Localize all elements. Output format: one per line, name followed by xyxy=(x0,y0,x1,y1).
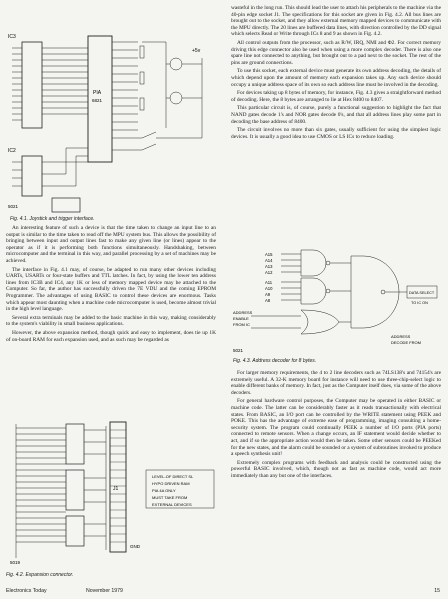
in-label: A13 xyxy=(265,264,273,269)
in-label: A9 xyxy=(265,292,271,297)
page-number: 15 xyxy=(434,588,440,594)
fig3-caption: Fig. 4.3. Address decoder for 8 bytes. xyxy=(233,358,317,364)
in-label: A8 xyxy=(265,298,271,303)
col2-para: The circuit involves no more than six gates, usually sufficient for using the simplest logic devices. It is usually a good idea to use CMOS or LS ICs to reduce loading. xyxy=(231,127,441,140)
fig2-caption: Fig. 4.2. Expansion connector. xyxy=(6,572,74,578)
col2-para: All control outputs from the processor, such as R/W, IRQ, NMI and Φ2. For correct memory driving this edge connector also be used when using a more complex decoder. There is also one spare line not connected to anything, but brought out to a pad next to the socket. The rest of the pins are ground connections. xyxy=(231,39,441,66)
col2-para: To use this socket, each external device must generate its own address decoding, the details of which depend upon the amount of memory each expansion takes up. Any such device should occupy a unique address space of its own so each address line must be involved in the decoding. xyxy=(231,68,441,88)
gnd-label: GND xyxy=(130,544,140,549)
legend-line: MUST TAKE FROM xyxy=(152,495,188,500)
bottom-label: ADDRESS xyxy=(391,334,411,339)
pia-part-label: 6821 xyxy=(92,98,103,103)
bottom-label: DECODE FROM xyxy=(391,340,421,345)
col2-para: For devices taking up 8 bytes of memory, for instance, Fig. 4.3 gives a straightforward method of decoding. Here, the 8 bytes are arranged to lie at Hex 8400 to 8407. xyxy=(231,90,442,103)
footer-month: November 1979 xyxy=(86,588,123,594)
j1-label: J1 xyxy=(113,486,119,492)
ic3-label: IC3 xyxy=(8,34,16,40)
in-label: A11 xyxy=(265,280,273,285)
ic2-label: IC2 xyxy=(8,148,16,154)
in-label: A15 xyxy=(265,252,273,257)
left-label: ADDRESS xyxy=(233,310,253,315)
footer-magazine: Electronics Today xyxy=(6,588,47,594)
col3-para: For larger memory requirements, the 4 to 2 line decoders such as 74LS138's and 74154's are extremely useful. A 32-K memory board for instance will need to use three-chip-select logic to enable different banks of memory. In fact, just as the Computer itself does, via some of the above decoders. xyxy=(231,370,441,396)
fig1-caption: Fig. 4.1. Joystick and trigger interface. xyxy=(10,216,95,222)
in-label: A12 xyxy=(265,270,273,275)
in-label: A10 xyxy=(265,286,273,291)
pia-label: PIA xyxy=(93,90,102,96)
legend-line: HYPO DRIVEN RAM xyxy=(152,481,190,486)
col2-para: wasteful in the long run. This should lead the user to attach his peripherals to the machine via the 40-pin edge socket J1. The specifications for this socket are given in Fig. 4.2. All bus lines are brought out to the socket, and they allow external memory mapped devices to communicate with the MPU directly. The 20 lines are buffered data lines, with direction controlled by the DD signal which selects Read or Write through ICs 8 and 9 as shown in Fig. 4.2. xyxy=(231,5,441,38)
column-3 xyxy=(231,370,441,482)
left-label: ENABLE xyxy=(233,316,249,321)
left-label: FROM IC xyxy=(233,322,250,327)
column-2 xyxy=(231,5,441,142)
out-label: DATA SELECT xyxy=(409,291,435,295)
fig3-ref: 5021 xyxy=(233,348,244,353)
col1-para: However, the above expansion method, though quick and easy to implement, does tie up 1K of on-board RAM for each expansion used, and as such may be regarded as xyxy=(6,329,216,343)
legend-line: EXTERNAL DEVICES xyxy=(152,502,192,507)
column-1 xyxy=(6,225,216,345)
page-footer xyxy=(6,588,440,596)
fig2-ref: 5019 xyxy=(10,560,21,565)
legend-line: PIA 4A ONLY xyxy=(152,488,176,493)
out-sub-label: TO IC ON xyxy=(411,301,428,305)
in-label: A14 xyxy=(265,258,273,263)
col1-para: Several extra terminals may be added to the basic machine in this way, making considerably to the system's viability in small business applications. xyxy=(6,314,216,328)
col1-para: An interesting feature of such a device is that the time taken to change an input line to an output is similar to the time taken to read off the MPU system bus. This allows the possibility of bringing between input and output lines fast to make any given line (or lines) appear to the operator as if it is performing both functions simultaneously. Handshaking, between microcomputer and the terminal in this way, and parallel processing by a set of machines may be achieved. xyxy=(6,225,216,264)
col2-para: This particular circuit is, of course, purely a functional suggestion to highlight the fact that NAND gates decode 1's and NOR gates decode 0's, and that all address lines play some part in decoding the base address of 8400. xyxy=(231,105,441,125)
v5-label: +5v xyxy=(192,48,201,54)
legend-line: LEVEL-OF DIRECT SL xyxy=(152,474,194,479)
fig1-ref: 5021 xyxy=(8,204,19,209)
fig2-schematic xyxy=(6,418,218,570)
col3-para: Extremely complex programs with feedback and analysis could be constructed using the powerful BASIC involved, which, though not as fast as machine code, would act more immediately than any but one of the interfaces. xyxy=(231,459,441,479)
col1-para: The interface in Fig. 4.1 may, of course, be adapted to run many other devices including UARTs, USARTs or four-state buffers and TTL latches. In fact, by using the lower ten address lines from IC3B and IC4, any 1K or less of memory mapped device may be attached to the Computer. So far, the author has successfully driven the 7E VDU and the coming EPROM Programmer. The advantages of using BASIC to control these devices are enormous. Tasks which appear most daunting when a machine code microcomputer is used, become almost trivial in the high level language. xyxy=(6,266,216,313)
fig3-schematic xyxy=(231,246,441,356)
col3-para: For general hardware control purposes, the Computer may be operated in either BASIC or machine code. The latter can be considerably faster as it reads transactionally with electrical states. From BASIC, an I/O port can be controlled by the WRITE statement using PEEK and POKE. This has the advantage of extreme ease of programming, imaging consulting a home-security system. The program could continually PEEK a number of I/O ports (PIA ports) connected to remote sensors. When a change occurs, an IF statement would decide whether to act, and if so the appropriate action would then be taken. Some other sensors could be PEEKed for the new states, and the alarm could be sounded or a system of subroutines invoked to produce a speech synthesis unit! xyxy=(231,398,441,458)
